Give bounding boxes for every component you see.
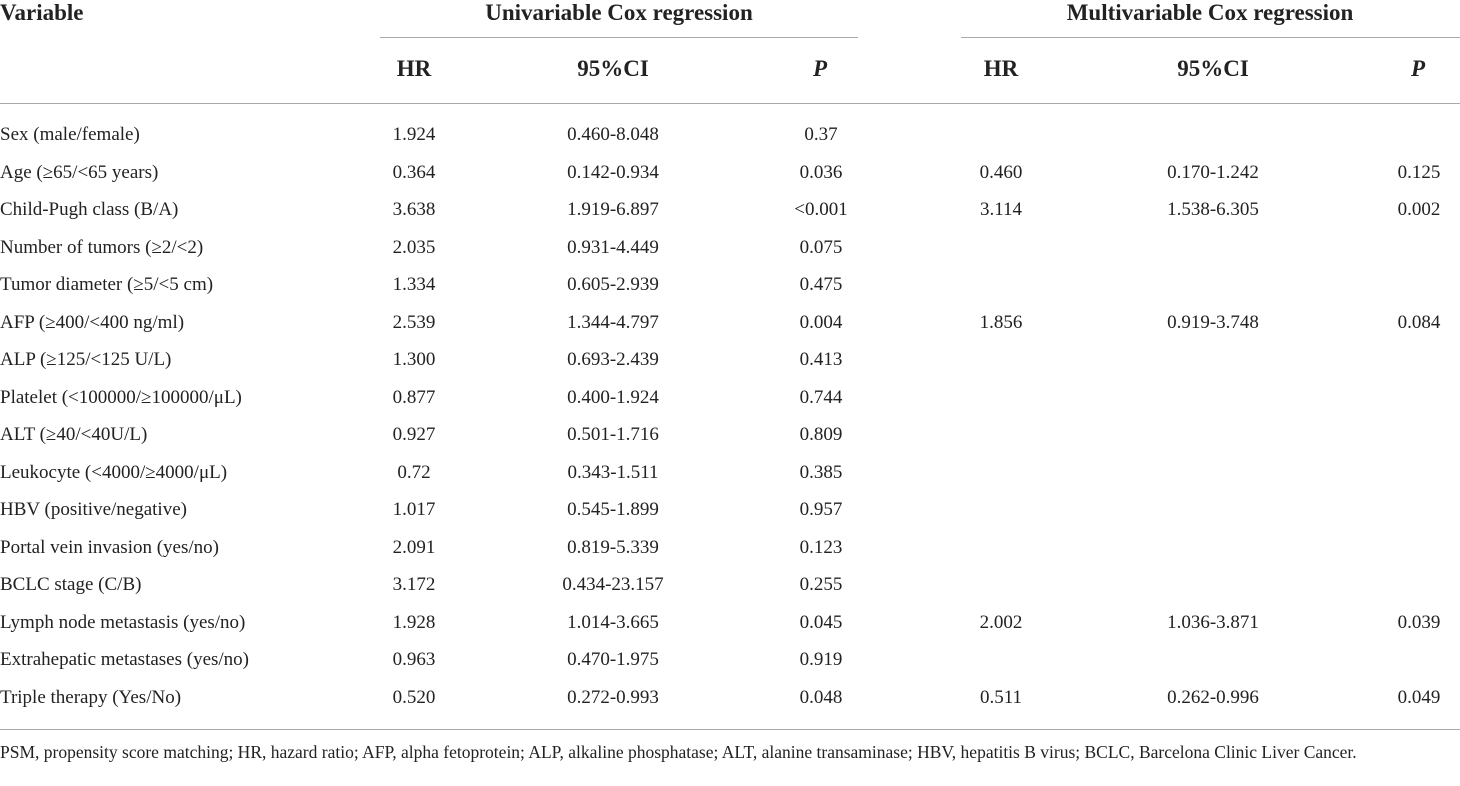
hr-uni-cell: 0.963	[392, 649, 436, 670]
ci-uni-cell: 0.434-23.157	[562, 574, 664, 595]
ci-uni-cell: 0.605-2.939	[567, 274, 659, 295]
hr-uni-cell: 0.72	[397, 461, 431, 483]
variable-cell: Tumor diameter (≥5/<5 cm)	[0, 274, 214, 295]
variable-cell: Leukocyte (<4000/≥4000/μL)	[0, 461, 228, 483]
ci-multi-cell: 1.036-3.871	[1167, 611, 1259, 633]
hr-uni-cell: 2.539	[392, 311, 436, 333]
variable-cell: Age (≥65/<65 years)	[0, 161, 159, 183]
p-uni-cell: 0.255	[799, 574, 843, 595]
hr-uni-cell: 3.172	[392, 574, 436, 595]
hr-uni-cell: 1.017	[392, 499, 436, 520]
hr-uni-cell: 0.877	[392, 386, 436, 408]
p-multi-cell: 0.002	[1397, 199, 1441, 220]
ci-uni-cell: 0.693-2.439	[567, 349, 659, 370]
header-bottom-rule	[0, 103, 1460, 104]
variable-cell: ALP (≥125/<125 U/L)	[0, 349, 172, 370]
table-bottom-rule	[0, 729, 1460, 730]
p-uni-cell: 0.744	[799, 386, 843, 408]
ci-uni-cell: 0.272-0.993	[567, 686, 659, 708]
ci-uni-cell: 0.343-1.511	[567, 461, 659, 483]
variable-cell: Extrahepatic metastases (yes/no)	[0, 649, 250, 670]
p-uni-cell: 0.475	[799, 274, 843, 295]
p-uni-cell: 0.957	[799, 499, 843, 520]
variable-cell: AFP (≥400/<400 ng/ml)	[0, 311, 185, 333]
ci-multi-cell: 0.919-3.748	[1167, 311, 1259, 333]
univariable-header: Univariable Cox regression	[485, 0, 753, 25]
col-hr-multi: HR	[983, 56, 1019, 81]
hr-multi-cell: 3.114	[979, 199, 1023, 220]
variable-cell: Sex (male/female)	[0, 124, 140, 145]
col-ci-multi: 95%CI	[1177, 56, 1249, 81]
col-hr-uni: HR	[396, 56, 432, 81]
hr-uni-cell: 0.520	[392, 686, 436, 708]
hr-uni-cell: 0.927	[392, 424, 436, 445]
variable-cell: Platelet (<100000/≥100000/μL)	[0, 386, 242, 408]
hr-uni-cell: 3.638	[392, 199, 436, 220]
p-uni-cell: 0.045	[799, 611, 843, 633]
multivariable-header: Multivariable Cox regression	[1066, 0, 1354, 25]
hr-uni-cell: 2.091	[392, 536, 436, 558]
p-uni-cell: 0.809	[799, 424, 843, 445]
hr-uni-cell: 1.300	[392, 349, 436, 370]
ci-uni-cell: 0.142-0.934	[567, 161, 659, 183]
hr-uni-cell: 2.035	[392, 236, 436, 258]
ci-uni-cell: 0.819-5.339	[567, 536, 659, 558]
ci-multi-cell: 1.538-6.305	[1167, 199, 1259, 220]
p-uni-cell: 0.048	[799, 686, 843, 708]
ci-uni-cell: 0.400-1.924	[567, 386, 659, 408]
p-uni-cell: 0.385	[799, 461, 843, 483]
p-multi-cell: 0.084	[1397, 311, 1441, 333]
p-uni-cell: 0.123	[799, 536, 843, 558]
p-uni-cell: 0.413	[799, 349, 843, 370]
ci-uni-cell: 1.344-4.797	[567, 311, 659, 333]
variable-cell: Number of tumors (≥2/<2)	[0, 236, 204, 258]
ci-uni-cell: 0.501-1.716	[567, 424, 659, 445]
p-uni-cell: <0.001	[794, 199, 848, 220]
ci-uni-cell: 0.545-1.899	[567, 499, 659, 520]
hr-multi-cell: 1.856	[979, 311, 1023, 333]
variable-cell: HBV (positive/negative)	[0, 499, 187, 520]
variable-cell: ALT (≥40/<40U/L)	[0, 424, 148, 445]
hr-uni-cell: 1.928	[392, 611, 436, 633]
p-multi-cell: 0.039	[1397, 611, 1441, 633]
p-uni-cell: 0.004	[799, 311, 843, 333]
ci-uni-cell: 0.470-1.975	[567, 649, 659, 670]
col-p-uni: P	[812, 56, 828, 81]
ci-multi-cell: 0.170-1.242	[1167, 161, 1259, 183]
ci-uni-cell: 0.460-8.048	[567, 124, 659, 145]
hr-multi-cell: 2.002	[979, 611, 1023, 633]
univariable-rule	[380, 37, 858, 38]
ci-uni-cell: 1.014-3.665	[567, 611, 659, 633]
col-ci-uni: 95%CI	[577, 56, 649, 81]
variable-cell: Portal vein invasion (yes/no)	[0, 536, 219, 558]
variable-header: Variable	[0, 0, 84, 25]
variable-cell: Lymph node metastasis (yes/no)	[0, 611, 246, 633]
variable-cell: Child-Pugh class (B/A)	[0, 199, 179, 220]
ci-uni-cell: 0.931-4.449	[567, 236, 659, 258]
multivariable-rule	[961, 37, 1460, 38]
hr-uni-cell: 1.334	[392, 274, 436, 295]
table-footnote: PSM, propensity score matching; HR, hazard ratio; AFP, alpha fetoprotein; ALP, alkaline phosphatase; ALT, alanine transaminase; HBV, hepatitis B virus; BCLC, Barcelona Clinic Liver Cancer.	[0, 742, 1357, 762]
p-uni-cell: 0.036	[799, 161, 843, 183]
p-multi-cell: 0.049	[1397, 686, 1441, 708]
hr-multi-cell: 0.511	[979, 686, 1023, 708]
variable-cell: BCLC stage (C/B)	[0, 574, 142, 595]
p-multi-cell: 0.125	[1397, 161, 1441, 183]
p-uni-cell: 0.075	[799, 236, 843, 258]
p-uni-cell: 0.919	[799, 649, 843, 670]
hr-uni-cell: 1.924	[392, 124, 436, 145]
hr-multi-cell: 0.460	[979, 161, 1023, 183]
col-p-multi: P	[1410, 56, 1426, 81]
variable-cell: Triple therapy (Yes/No)	[0, 686, 182, 708]
ci-multi-cell: 0.262-0.996	[1167, 686, 1259, 708]
ci-uni-cell: 1.919-6.897	[567, 199, 659, 220]
p-uni-cell: 0.37	[804, 124, 838, 145]
hr-uni-cell: 0.364	[392, 161, 436, 183]
